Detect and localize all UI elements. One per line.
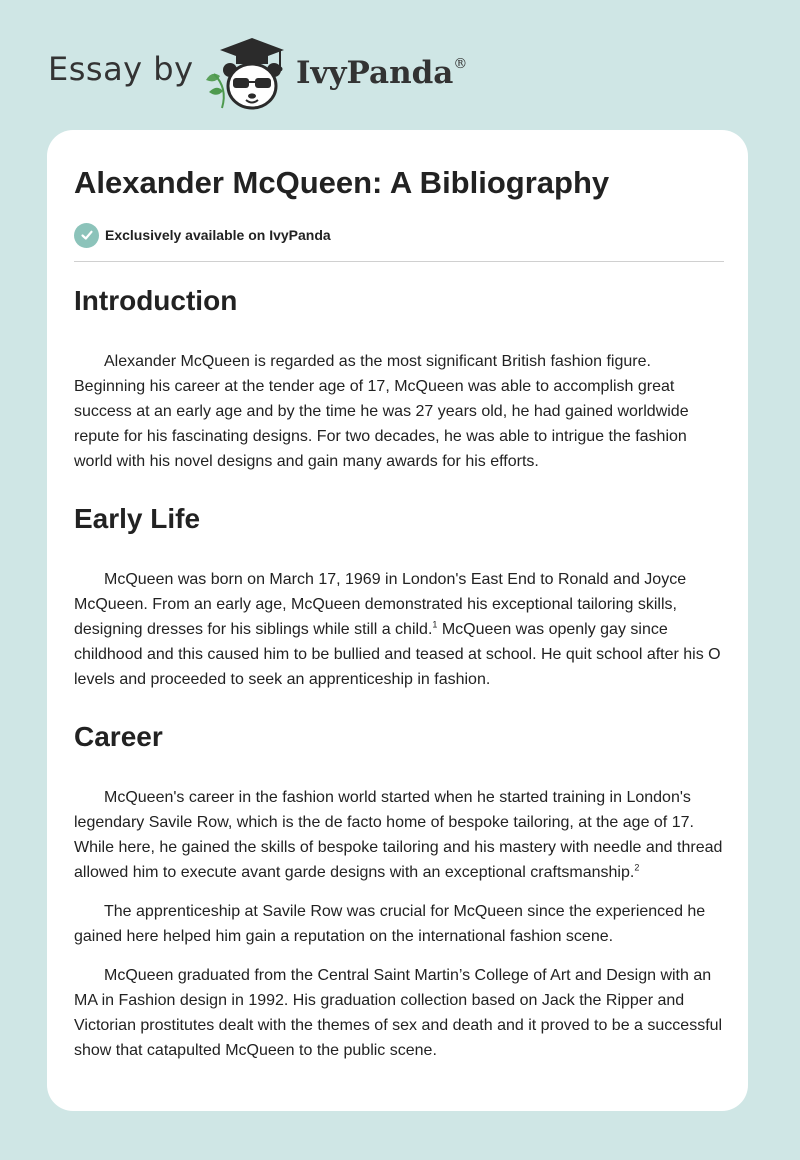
brand-name[interactable]	[296, 55, 467, 91]
paragraph-text: McQueen was openly gay since childhood and this caused him to be bullied and teased at school. He quit school after his O levels and proceeded to seek an apprenticeship in fashion.	[74, 621, 721, 688]
essay-body	[74, 280, 724, 1077]
section-heading: Early Life	[74, 503, 201, 534]
exclusive-badge	[74, 222, 331, 248]
panda-graduate-icon[interactable]	[200, 36, 292, 112]
paragraph	[74, 567, 724, 692]
divider	[74, 261, 724, 262]
paragraph	[74, 785, 724, 885]
section-introduction	[74, 280, 724, 474]
section-early-life	[74, 498, 724, 692]
paragraph: The apprenticeship at Savile Row was crucial for McQueen since the experienced he gained here helped him gain a reputation on the international fashion scene.	[74, 903, 706, 945]
paragraph-text: McQueen was born on March 17, 1969 in London's East End to Ronald and Joyce McQueen. From an early age, McQueen demonstrated his exceptional tailoring skills, designing dresses for his siblings while still a child.	[74, 571, 687, 638]
site-header	[0, 0, 800, 130]
paragraph: Alexander McQueen is regarded as the most significant British fashion figure. Beginning his career at the tender age of 17, McQueen was able to accomplish great success at an early age and by the time he was 27 years old, he had gained worldwide repute for his fascinating designs. For two decades, he was able to intrigue the fashion world with his novel designs and gain many awards for his efforts.	[74, 353, 689, 470]
page-title: Alexander McQueen: A Bibliography	[74, 165, 610, 200]
brand-prefix: Essay by	[48, 50, 194, 88]
exclusive-label: Exclusively available on IvyPanda	[105, 227, 331, 243]
essay-card	[47, 130, 748, 1111]
paragraph: McQueen graduated from the Central Saint Martin’s College of Art and Design with an MA in Fashion design in 1992. His graduation collection based on Jack the Ripper and Victorian prostitutes dealt with the themes of sex and death and it proved to be a successful show that catapulted McQueen to the public scene.	[74, 967, 723, 1059]
brand-name-text: IvyPanda	[296, 55, 454, 91]
section-heading: Introduction	[74, 285, 238, 316]
section-heading: Career	[74, 721, 163, 752]
paragraph-text: McQueen's career in the fashion world started when he started training in London's legendary Savile Row, which is the de facto home of bespoke tailoring, at the age of 17. While here, he gained the skills of bespoke tailoring and his mastery with needle and thread allowed him to execute avant garde designs with an exceptional craftsmanship.	[74, 789, 723, 881]
section-career	[74, 716, 724, 1063]
footnote-ref[interactable]: 2	[634, 862, 640, 873]
footnote-ref[interactable]: 1	[432, 619, 438, 630]
registered-mark: ®	[453, 55, 468, 72]
check-icon	[74, 223, 99, 248]
